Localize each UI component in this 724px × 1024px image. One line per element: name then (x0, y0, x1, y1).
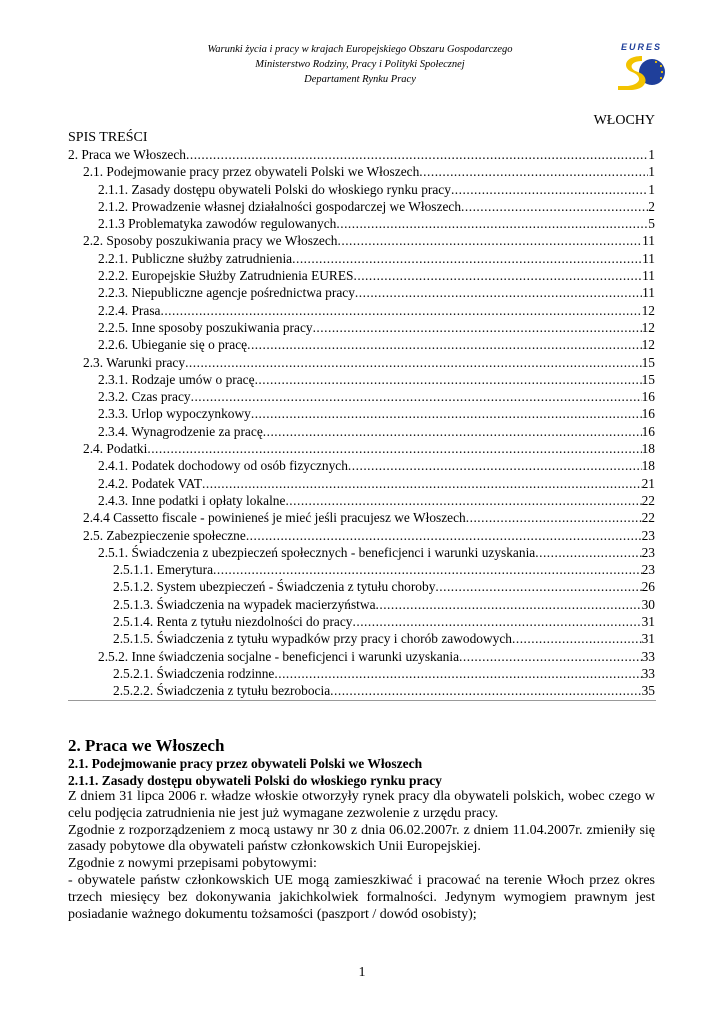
toc-entry[interactable] (68, 561, 655, 578)
toc-leader-dots (313, 319, 642, 336)
toc-entry[interactable] (68, 250, 655, 267)
toc-entry-title: 2.5.1.5. Świadczenia z tytułu wypadków przy pracy i chorób zawodowych (113, 631, 512, 647)
toc-entry[interactable] (68, 405, 655, 422)
toc-leader-dots (330, 682, 641, 699)
toc-entry-page: 35 (641, 683, 655, 699)
toc-entry-page: 33 (641, 665, 655, 681)
header-line-2: Ministerstwo Rodziny, Pracy i Polityki Społecznej (255, 59, 465, 70)
paragraph: Zgodnie z nowymi przepisami pobytowymi: (68, 856, 317, 872)
toc-leader-dots (466, 509, 642, 526)
section-heading: 2. Praca we Włoszech (68, 736, 225, 755)
toc-entry[interactable] (68, 336, 655, 353)
table-of-contents (68, 146, 655, 700)
toc-entry-page: 11 (642, 268, 655, 284)
toc-entry-title: 2.5.1.4. Renta z tytułu niezdolności do pracy (113, 614, 353, 630)
toc-entry-title: 2.3.3. Urlop wypoczynkowy (98, 406, 251, 422)
toc-entry[interactable] (68, 146, 655, 163)
toc-entry[interactable] (68, 630, 655, 647)
paragraph: Z dniem 31 lipca 2006 r. władze włoskie otworzyły rynek pracy dla obywateli polskich, wobec czego w celu podjęcia zatrudnienia nie jest już wymagane zezwolenie z urzędu pracy. (68, 789, 655, 821)
header-line-3: Departament Rynku Pracy (304, 74, 416, 85)
toc-entry-title: 2.5.1. Świadczenia z ubezpieczeń społecznych - beneficjenci i warunki uzyskania (98, 544, 536, 560)
toc-entry-page: 5 (648, 216, 655, 232)
toc-entry-page: 33 (641, 648, 655, 664)
logo-text: EURES (621, 42, 663, 52)
toc-entry-page: 18 (641, 441, 655, 457)
toc-entry-page: 15 (641, 371, 655, 387)
eures-logo (612, 42, 666, 94)
toc-entry[interactable] (68, 492, 655, 509)
toc-entry-page: 26 (641, 579, 655, 595)
toc-entry[interactable] (68, 665, 655, 682)
toc-entry[interactable] (68, 232, 655, 249)
toc-entry-title: 2.5.2.2. Świadczenia z tytułu bezrobocia (113, 683, 331, 699)
toc-entry-page: 1 (648, 147, 655, 162)
toc-leader-dots (202, 475, 642, 492)
toc-entry[interactable] (68, 527, 655, 544)
toc-leader-dots (451, 181, 648, 198)
toc-entry-page: 22 (641, 492, 655, 508)
subsection-heading: 2.1. Podejmowanie pracy przez obywateli Polski we Włoszech (68, 756, 423, 771)
toc-entry-page: 12 (641, 302, 655, 318)
toc-entry-title: 2.3.1. Rodzaje umów o pracę (98, 371, 255, 387)
toc-entry[interactable] (68, 319, 655, 336)
toc-entry-title: 2.1. Podejmowanie pracy przez obywateli Polski we Włoszech (83, 164, 420, 180)
toc-entry-page: 21 (641, 475, 655, 491)
toc-entry[interactable] (68, 388, 655, 405)
toc-leader-dots (147, 440, 641, 457)
toc-leader-dots (353, 613, 642, 630)
toc-entry[interactable] (68, 163, 655, 180)
toc-leader-dots (263, 423, 642, 440)
header-line-1: Warunki życia i pracy w krajach Europejskiego Obszaru Gospodarczego (207, 44, 513, 55)
toc-entry[interactable] (68, 354, 655, 371)
toc-entry[interactable] (68, 648, 655, 665)
toc-entry[interactable] (68, 457, 655, 474)
toc-leader-dots (213, 561, 642, 578)
toc-entry[interactable] (68, 440, 655, 457)
toc-entry[interactable] (68, 302, 655, 319)
toc-leader-dots (274, 665, 641, 682)
toc-entry[interactable] (68, 423, 655, 440)
toc-entry-page: 12 (641, 337, 655, 353)
toc-leader-dots (355, 284, 642, 301)
toc-entry[interactable] (68, 181, 655, 198)
toc-leader-dots (459, 648, 642, 665)
toc-entry-title: 2.5.2.1. Świadczenia rodzinne (113, 665, 275, 681)
toc-entry-title: 2.4.3. Inne podatki i opłaty lokalne (98, 492, 286, 508)
toc-entry-page: 23 (641, 544, 655, 560)
toc-entry-title: 2.2.1. Publiczne służby zatrudnienia (98, 250, 293, 266)
toc-entry-page: 1 (648, 164, 655, 180)
toc-entry-title: 2. Praca we Włoszech (68, 147, 186, 162)
toc-entry-title: 2.3.4. Wynagrodzenie za pracę (98, 423, 263, 439)
body-text (68, 789, 655, 923)
toc-leader-dots (512, 630, 642, 647)
toc-entry-page: 16 (641, 423, 655, 439)
toc-entry[interactable] (68, 682, 655, 699)
toc-entry[interactable] (68, 613, 655, 630)
toc-leader-dots (292, 250, 642, 267)
toc-entry-title: 2.1.3 Problematyka zawodów regulowanych (98, 216, 337, 232)
toc-leader-dots (191, 388, 642, 405)
toc-entry-page: 11 (642, 285, 655, 301)
toc-entry-title: 2.4. Podatki (83, 441, 148, 457)
toc-leader-dots (247, 336, 642, 353)
toc-leader-dots (186, 146, 648, 163)
toc-entry-page: 23 (641, 527, 655, 543)
toc-entry[interactable] (68, 544, 655, 561)
toc-entry-title: 2.2.2. Europejskie Służby Zatrudnienia EURES (98, 268, 354, 284)
toc-entry-page: 15 (641, 354, 655, 370)
subsubsection-heading: 2.1.1. Zasady dostępu obywateli Polski do włoskiego rynku pracy (68, 773, 442, 788)
toc-leader-dots (376, 596, 642, 613)
divider (68, 700, 656, 701)
toc-entry-page: 16 (641, 389, 655, 405)
toc-entry-page: 30 (641, 596, 655, 612)
toc-leader-dots (419, 163, 648, 180)
toc-leader-dots (354, 267, 643, 284)
toc-entry-page: 23 (641, 562, 655, 578)
toc-entry-page: 1 (648, 181, 655, 197)
toc-entry-title: 2.1.2. Prowadzenie własnej działalności gospodarczej we Włoszech (98, 198, 462, 214)
toc-leader-dots (251, 405, 642, 422)
toc-entry-page: 31 (641, 614, 655, 630)
toc-entry[interactable] (68, 578, 655, 595)
toc-entry[interactable] (68, 509, 655, 526)
toc-entry-page: 18 (641, 458, 655, 474)
toc-entry[interactable] (68, 284, 655, 301)
country-label: WŁOCHY (593, 113, 655, 128)
toc-entry-title: 2.3.2. Czas pracy (98, 389, 191, 405)
toc-leader-dots (338, 232, 643, 249)
toc-entry-title: 2.4.1. Podatek dochodowy od osób fizycznych (98, 458, 348, 474)
toc-leader-dots (535, 544, 641, 561)
toc-leader-dots (246, 527, 642, 544)
toc-leader-dots (348, 457, 642, 474)
toc-entry-title: 2.2.6. Ubieganie się o pracę (98, 337, 248, 353)
toc-entry-page: 31 (641, 631, 655, 647)
toc-entry-title: 2.4.2. Podatek VAT (98, 475, 203, 491)
toc-leader-dots (461, 198, 648, 215)
toc-title: SPIS TREŚCI (68, 130, 148, 145)
toc-entry-title: 2.2.5. Inne sposoby poszukiwania pracy (98, 319, 313, 335)
document-header (130, 42, 590, 87)
toc-entry-title: 2.4.4 Cassetto fiscale - powinieneś je mieć jeśli pracujesz we Włoszech (83, 510, 466, 526)
page-number: 1 (358, 965, 366, 980)
toc-leader-dots (255, 371, 642, 388)
toc-leader-dots (285, 492, 641, 509)
toc-entry-page: 12 (641, 319, 655, 335)
toc-entry-title: 2.5. Zabezpieczenie społeczne (83, 527, 246, 543)
toc-leader-dots (435, 578, 641, 595)
toc-entry-title: 2.5.1.3. Świadczenia na wypadek macierzyństwa (113, 596, 376, 612)
toc-entry-page: 22 (641, 510, 655, 526)
toc-entry-title: 2.3. Warunki pracy (83, 354, 186, 370)
toc-entry-page: 11 (642, 233, 655, 249)
toc-entry[interactable] (68, 371, 655, 388)
toc-leader-dots (336, 215, 648, 232)
toc-entry-page: 2 (648, 198, 655, 214)
toc-entry[interactable] (68, 596, 655, 613)
toc-leader-dots (160, 302, 641, 319)
toc-entry-title: 2.1.1. Zasady dostępu obywateli Polski do włoskiego rynku pracy (98, 181, 451, 197)
toc-leader-dots (185, 354, 642, 371)
toc-entry[interactable] (68, 198, 655, 215)
paragraph: - obywatele państw członkowskich UE mogą zamieszkiwać i pracować na terenie Włoch przez okres trzech miesięcy bez dokonywania jakichkolwiek formalności. Jedynym wymogiem prawnym jest posiadanie ważnego dokumentu tożsamości (paszport / dowód osobisty); (68, 872, 655, 922)
toc-entry-title: 2.2.3. Niepubliczne agencje pośrednictwa pracy (98, 285, 355, 301)
toc-entry-page: 16 (641, 406, 655, 422)
paragraph: Zgodnie z rozporządzeniem z mocą ustawy nr 30 z dnia 06.02.2007r. z dniem 11.04.2007r. zmieniły się zasady pobytowe dla obywateli państw członkowskich Unii Europejskiej. (68, 822, 655, 855)
toc-entry-title: 2.5.1.1. Emerytura (113, 562, 214, 578)
toc-entry-page: 11 (642, 250, 655, 266)
toc-entry-title: 2.5.1.2. System ubezpieczeń - Świadczenia z tytułu choroby (113, 579, 436, 595)
toc-entry-title: 2.2. Sposoby poszukiwania pracy we Włoszech (83, 233, 338, 249)
toc-entry[interactable] (68, 215, 655, 232)
toc-entry-title: 2.2.4. Prasa (98, 302, 161, 318)
toc-entry[interactable] (68, 475, 655, 492)
toc-entry[interactable] (68, 267, 655, 284)
eures-logo-mark (612, 42, 666, 94)
toc-entry-title: 2.5.2. Inne świadczenia socjalne - beneficjenci i warunki uzyskania (98, 648, 460, 664)
